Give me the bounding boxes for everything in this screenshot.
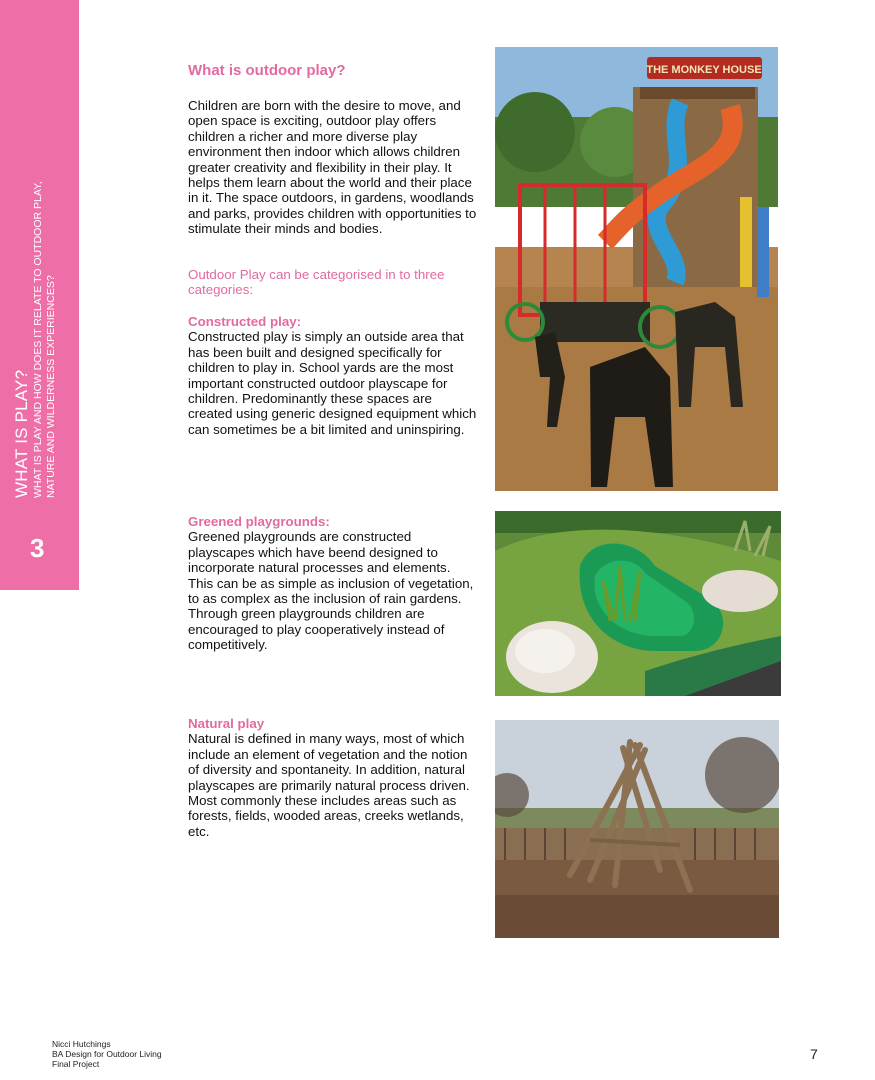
- section-title: Natural play: [188, 716, 265, 731]
- section-sidebar-tab: [0, 0, 79, 590]
- intro-paragraph: Children are born with the desire to move, and open space is exciting, outdoor play offers children a richer and more diverse play environment then indoor which allows children greater creativity and flexibility in their play. It helps them learn about the world and their place in it. The space outdoors, in gardens, woodlands and parks, provides children with opportunities to stimulate their minds and bodies.: [188, 98, 477, 237]
- section-title: Greened playgrounds:: [188, 514, 330, 529]
- section-body: Greened playgrounds are constructed playscapes which have beend designed to incorporate natural processes and elements. This can be as simple as inclusion of vegetation, to as complex as the inclusion of rain gardens. Through green playgrounds children are encouraged to play cooperatively instead of competitively.: [188, 529, 474, 653]
- footer-course: BA Design for Outdoor Living: [52, 1049, 162, 1059]
- natural-play-photo: [495, 720, 779, 938]
- footer-author: Nicci Hutchings: [52, 1039, 111, 1049]
- section-body: Constructed play is simply an outside area that has been built and designed specifically for children to play in. School yards are the most important constructed outdoor playscape for children. Predominantly these spaces are created using generic designed equipment which can sometimes be a bit limited and uninspiring.: [188, 329, 477, 437]
- constructed-play-photo: [495, 47, 778, 491]
- section-constructed-play: [188, 314, 478, 437]
- heading-block: [188, 62, 478, 80]
- section-greened-playgrounds: [188, 514, 478, 653]
- monkey-house-sign: THE MONKEY HOUSE: [646, 64, 762, 76]
- section-natural-play: [188, 716, 478, 839]
- section-title: Constructed play:: [188, 314, 302, 329]
- sidebar-title: WHAT IS PLAY?: [12, 369, 31, 498]
- categories-intro: Outdoor Play can be categorised in to three categories:: [188, 267, 445, 298]
- page-heading: What is outdoor play?: [188, 62, 346, 79]
- section-body: Natural is defined in many ways, most of which include an element of vegetation and the notion of diversity and spontaneity. In addition, natural playscapes are primarily natural process driven. Most commonly these includes areas such as forests, fields, wooded areas, creeks wetlands, etc.: [188, 731, 470, 839]
- footer-project: Final Project: [52, 1059, 100, 1069]
- section-number: 3: [30, 533, 45, 563]
- page-number: 7: [810, 1046, 818, 1062]
- sidebar-subtitle-line1: WHAT IS PLAY AND HOW DOES IT RELATE TO OUTDOOR PLAY,: [32, 181, 44, 498]
- sidebar-subtitle-line2: NATURE AND WILDERNESS EXPERIENCES?: [45, 275, 57, 498]
- sidebar-rotated-text: [12, 181, 58, 498]
- footer-credits: [52, 1039, 162, 1069]
- greened-playground-photo: [495, 511, 781, 696]
